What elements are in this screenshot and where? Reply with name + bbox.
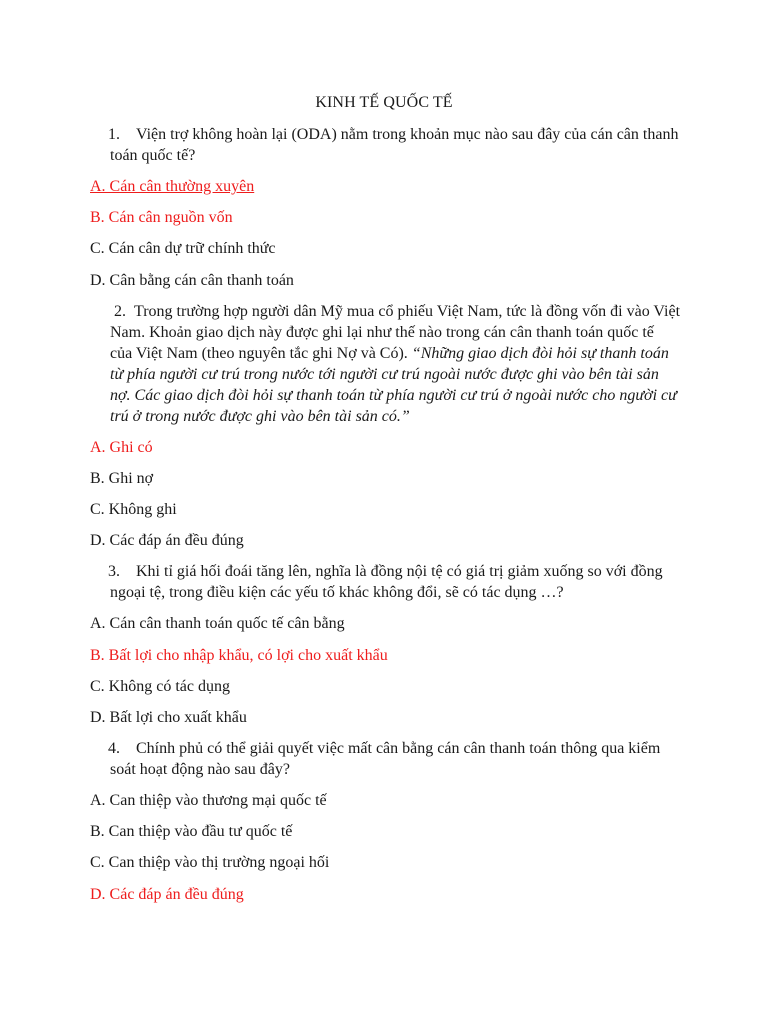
question-2 <box>110 301 680 427</box>
question-number: 1. <box>108 126 120 143</box>
q3-option-a: A. Cán cân thanh toán quốc tế cân bằng <box>90 615 345 632</box>
question-1 <box>110 124 680 166</box>
document-title: KINH TẾ QUỐC TẾ <box>315 94 453 111</box>
question-3 <box>110 561 680 603</box>
q1-option-a-correct: A. Cán cân thường xuyên <box>90 178 255 195</box>
q2-option-a-correct: A. Ghi có <box>90 439 153 456</box>
question-number: 4. <box>108 740 120 757</box>
question-text: Khi tỉ giá hối đoái tăng lên, nghĩa là đồng nội tệ có giá trị giảm xuống so với đồng ngoại tệ, trong điều kiện các yếu tố khác không đổi, sẽ có tác dụng …? <box>110 563 663 601</box>
question-text: Viện trợ không hoàn lại (ODA) nằm trong khoản mục nào sau đây của cán cân thanh toán quốc tế? <box>110 126 679 164</box>
question-4 <box>110 738 680 780</box>
q4-option-d-correct: D. Các đáp án đều đúng <box>90 886 244 903</box>
q1-option-b: B. Cán cân nguồn vốn <box>90 209 233 226</box>
q2-option-c: C. Không ghi <box>90 501 177 518</box>
q4-option-c: C. Can thiệp vào thị trường ngoại hối <box>90 854 330 871</box>
q2-option-b: B. Ghi nợ <box>90 470 154 487</box>
q2-option-d: D. Các đáp án đều đúng <box>90 532 244 549</box>
question-quote: “Những giao dịch đòi hỏi sự thanh toán từ phía người cư trú trong nước tới người cư trú ngoài nước được ghi vào bên tài sản nợ. Các giao dịch đòi hỏi sự thanh toán từ phía người cư trú ở ngoài nước cho người cư trú ở trong nước được ghi vào bên tài sản có.” <box>110 345 677 425</box>
question-number: 3. <box>108 563 120 580</box>
q1-option-d: D. Cân bằng cán cân thanh toán <box>90 272 294 289</box>
q3-option-d: D. Bất lợi cho xuất khẩu <box>90 709 247 726</box>
question-text: Chính phủ có thể giải quyết việc mất cân bằng cán cân thanh toán thông qua kiểm soát hoạt động nào sau đây? <box>110 740 661 778</box>
q4-option-a: A. Can thiệp vào thương mại quốc tế <box>90 792 327 809</box>
q3-option-c: C. Không có tác dụng <box>90 678 230 695</box>
q4-option-b: B. Can thiệp vào đầu tư quốc tế <box>90 823 293 840</box>
question-text <box>110 301 680 427</box>
q3-option-b-correct: B. Bất lợi cho nhập khẩu, có lợi cho xuất khẩu <box>90 647 388 664</box>
q1-option-c: C. Cán cân dự trữ chính thức <box>90 240 276 257</box>
question-body: Trong trường hợp người dân Mỹ mua cổ phiếu Việt Nam, tức là đồng vốn đi vào Việt Nam. Khoản giao dịch này được ghi lại như thế nào trong cán cân thanh toán quốc tế của Việt Nam (theo nguyên tắc ghi Nợ và Có). <box>110 303 681 362</box>
question-number: 2. <box>114 303 126 320</box>
